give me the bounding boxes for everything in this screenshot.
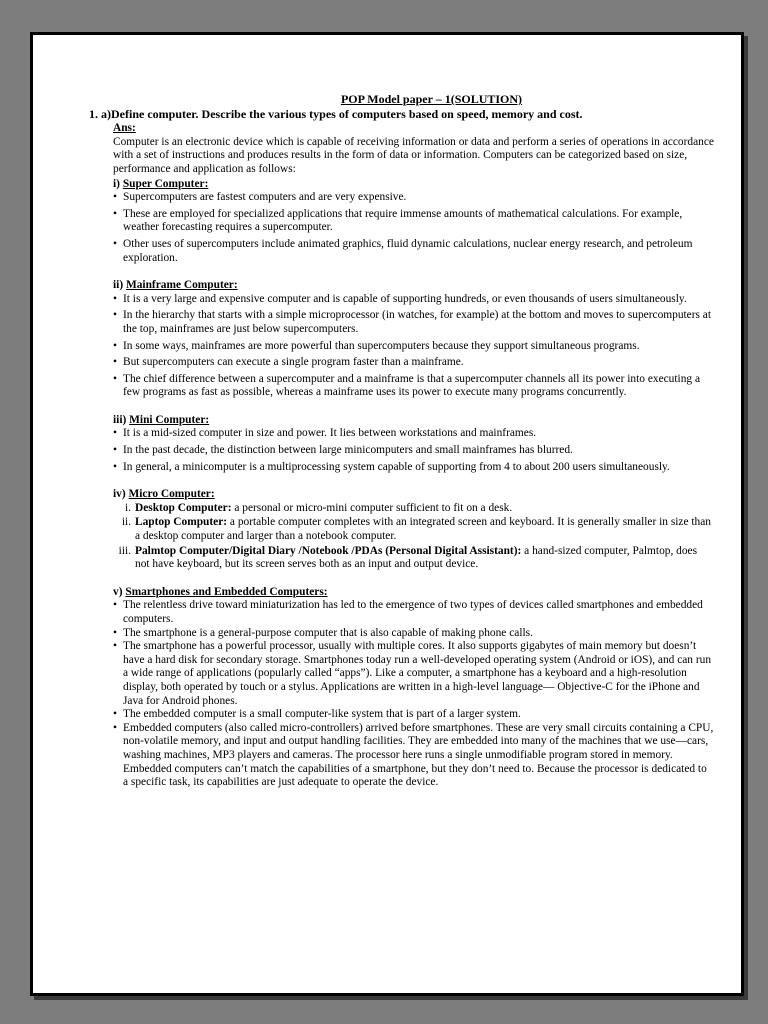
answer-label: Ans: bbox=[113, 122, 136, 135]
numbered-list bbox=[113, 502, 714, 572]
list-item: • Embedded computers (also called micro-controllers) arrived before smartphones. These are very small circuits containing a CPU, non-volatile memory, and input and output handling facilities. They are embedded into many of the machines that we use—cars, washing machines, MP3 players and cameras. The processor here runs a single unmodifiable program stored in memory. Embedded computers can’t match the capabilities of a smartphone, but they don’t need to. Because the processor is dedicated to a specific task, its capabilities are just adequate to operate the device. bbox=[113, 722, 714, 790]
list-item: • These are employed for specialized applications that require immense amounts of mathematical calculations. For example, weather forecasting requires a supercomputer. bbox=[113, 208, 714, 235]
section-super-computer bbox=[113, 178, 714, 266]
section-number: v) bbox=[113, 585, 123, 598]
list-item: • Supercomputers are fastest computers and are very expensive. bbox=[113, 191, 714, 205]
section-number: i) bbox=[113, 177, 120, 190]
list-item: • It is a very large and expensive computer and is capable of supporting hundreds, or even thousands of users simultaneously. bbox=[113, 293, 714, 307]
section-micro-computer bbox=[113, 488, 714, 572]
item-text: a hand-sized computer, Palmtop, does not have keyboard, but its screen serves both as an input and output device. bbox=[135, 544, 698, 571]
section-number: ii) bbox=[113, 279, 124, 292]
list-item: • But supercomputers can execute a single program faster than a mainframe. bbox=[113, 356, 714, 370]
list-item: • Other uses of supercomputers include animated graphics, fluid dynamic calculations, nuclear energy research, and petroleum exploration. bbox=[113, 238, 714, 265]
section-smartphones-embedded bbox=[113, 586, 714, 790]
list-item: • In the past decade, the distinction between large minicomputers and small mainframes has blurred. bbox=[113, 444, 714, 458]
list-item: • In general, a minicomputer is a multiprocessing system capable of supporting from 4 to about 200 users simultaneously. bbox=[113, 461, 714, 475]
section-mini-computer bbox=[113, 414, 714, 474]
bullet-list bbox=[113, 599, 714, 789]
bullet-list bbox=[113, 427, 714, 474]
document-content bbox=[89, 93, 714, 790]
item-number: ii. bbox=[121, 516, 131, 529]
section-title: Mainframe Computer: bbox=[125, 279, 238, 292]
list-item bbox=[113, 516, 714, 543]
section-heading bbox=[113, 488, 714, 502]
section-heading bbox=[113, 414, 714, 428]
item-term: Palmtop Computer/Digital Diary /Notebook /PDAs (Personal Digital Assistant): bbox=[135, 544, 522, 557]
section-title: Micro Computer: bbox=[128, 488, 215, 501]
section-number: iii) bbox=[113, 413, 127, 426]
list-item: • The smartphone is a general-purpose computer that is also capable of making phone calls. bbox=[113, 627, 714, 641]
list-item: • It is a mid-sized computer in size and power. It lies between workstations and mainframes. bbox=[113, 427, 714, 441]
list-item bbox=[113, 502, 714, 516]
document-page bbox=[30, 32, 744, 996]
list-item: • In the hierarchy that starts with a simple microprocessor (in watches, for example) at the bottom and moves to supercomputers at the top, mainframes are just below supercomputers. bbox=[113, 309, 714, 336]
list-item: • The embedded computer is a small computer-like system that is part of a larger system. bbox=[113, 708, 714, 722]
section-heading bbox=[113, 279, 714, 293]
question-heading: 1. a)Define computer. Describe the various types of computers based on speed, memory and cost. bbox=[89, 106, 583, 121]
bullet-list bbox=[113, 191, 714, 265]
bullet-list bbox=[113, 293, 714, 400]
list-item: • In some ways, mainframes are more powerful than supercomputers because they support simultaneous programs. bbox=[113, 340, 714, 354]
intro-paragraph: Computer is an electronic device which is capable of receiving information or data and perform a series of operations in accordance with a set of instructions and produces results in the form of data or information. Computers can be categorized based on size, performance and application as follows: bbox=[113, 135, 714, 175]
section-title: Smartphones and Embedded Computers: bbox=[125, 585, 328, 598]
list-item: • The relentless drive toward miniaturization has led to the emergence of two types of devices called smartphones and embedded computers. bbox=[113, 599, 714, 626]
section-title: Super Computer: bbox=[122, 177, 209, 190]
section-heading bbox=[113, 178, 714, 192]
item-term: Desktop Computer: bbox=[135, 501, 232, 514]
list-item: • The chief difference between a supercomputer and a mainframe is that a supercomputer channels all its power into executing a few programs as fast as possible, whereas a mainframe uses its power to execute many programs concurrently. bbox=[113, 373, 714, 400]
section-number: iv) bbox=[113, 488, 126, 501]
item-number: i. bbox=[124, 501, 131, 514]
item-text: a portable computer completes with an integrated screen and keyboard. It is generally smaller in size than a desktop computer and larger than a notebook computer. bbox=[135, 516, 712, 543]
list-item bbox=[113, 545, 714, 572]
list-item: • The smartphone has a powerful processor, usually with multiple cores. It also supports gigabytes of main memory but doesn’t have a hard disk for secondary storage. Smartphones today run a well-developed operating system (Android or iOS), and can run a wide range of applications (popularly called “apps”). Like a computer, a smartphone has a keyboard and a high-resolution display, both operated by touch or a stylus. Applications are written in a high-level language— Objective-C for the iPhone and Java for Android phones. bbox=[113, 640, 714, 708]
section-heading bbox=[113, 586, 714, 600]
item-number: iii. bbox=[118, 544, 131, 557]
section-mainframe-computer bbox=[113, 279, 714, 400]
section-title: Mini Computer: bbox=[129, 413, 210, 426]
page-title: POP Model paper – 1(SOLUTION) bbox=[340, 92, 523, 106]
answer-body bbox=[89, 122, 714, 790]
item-term: Laptop Computer: bbox=[135, 516, 228, 529]
item-text: a personal or micro-mini computer sufficient to fit on a desk. bbox=[231, 501, 513, 514]
